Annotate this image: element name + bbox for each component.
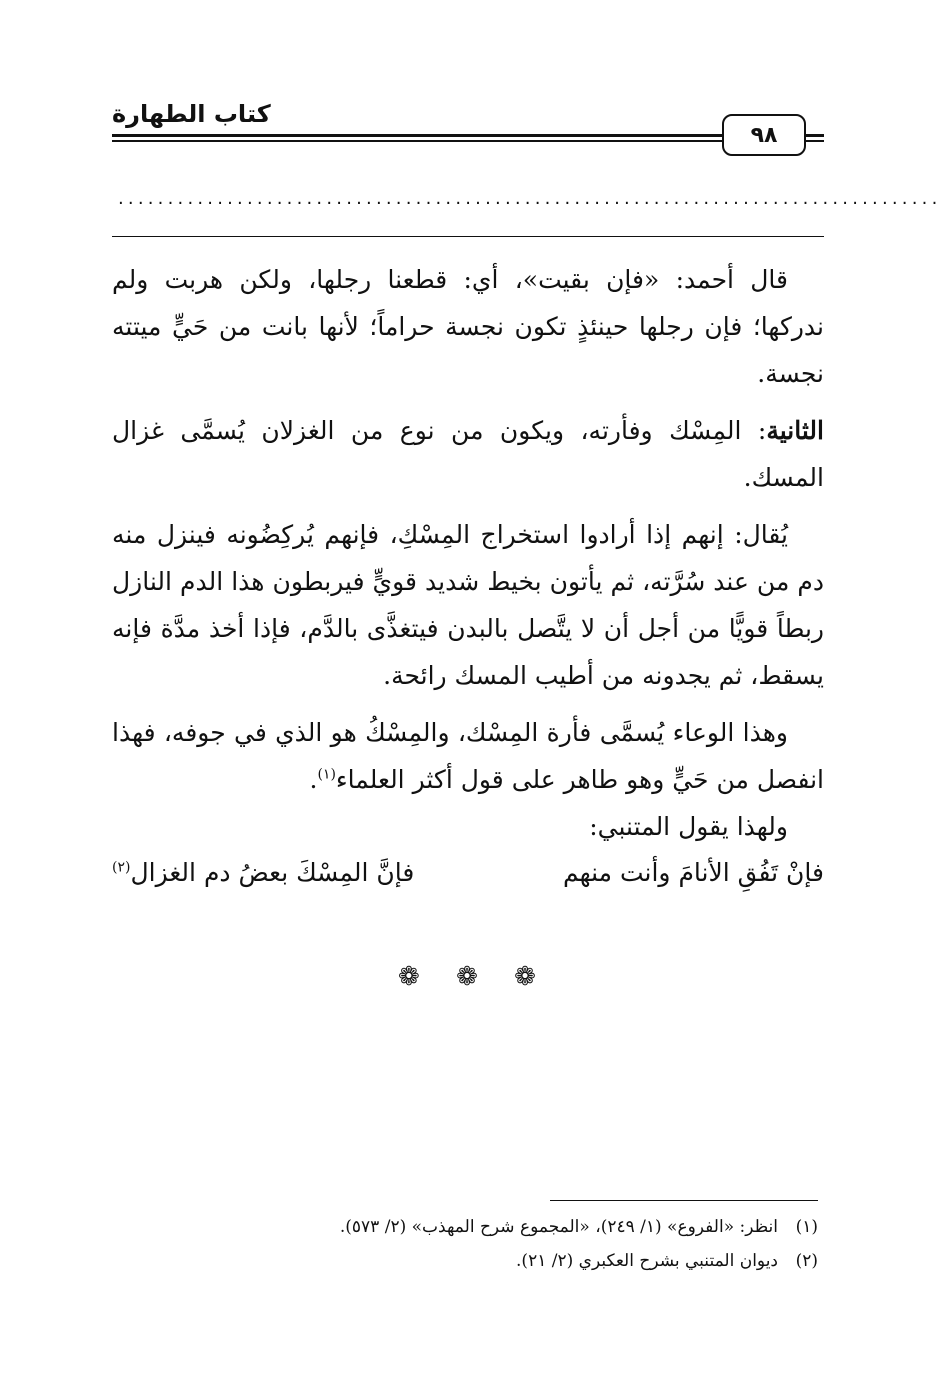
- paragraph-vessel-text: وهذا الوعاء يُسمَّى فأرة المِسْك، والمِسْكُ هو الذي في جوفه، فهذا انفصل من حَيٍّ وهو طاهر على قول أكثر العلماء: [112, 718, 824, 794]
- text-top-rule: [112, 236, 824, 237]
- footnote-ref-1: (١): [317, 766, 336, 783]
- paragraph-mutanabbi-intro: ولهذا يقول المتنبي:: [589, 812, 788, 841]
- verse-first-hemistich: فإنْ تَفُقِ الأنامَ وأنت منهم: [562, 858, 824, 887]
- paragraph-second: [112, 407, 824, 501]
- footnote-rule: [550, 1200, 818, 1201]
- verse-second-hemistich: [112, 858, 414, 887]
- footnote-2: [180, 1244, 818, 1278]
- footnote-1-text: انظر: «الفروع» (١/ ٢٤٩)، «المجموع شرح المهذب» (٢/ ٥٧٣).: [339, 1217, 778, 1237]
- main-text: [112, 256, 824, 850]
- footnote-ref-2: (٢): [112, 859, 131, 876]
- paragraph-vessel: [112, 709, 824, 803]
- verse-second-text: فإنَّ المِسْكَ بعضُ دم الغزال: [130, 858, 415, 887]
- footnote-1-number: (١): [795, 1217, 818, 1237]
- footnote-2-number: (٢): [795, 1251, 818, 1271]
- header-rule-thin: [112, 140, 824, 142]
- paragraph-extraction: يُقال: إنهم إذا أرادوا استخراج المِسْكِ، فإنهم يُركِضُونه فينزل منه دم من عند سُرَّته، ثم يأتون بخيط شديد قويٍّ فيربطون هذا الدم النازل ربطاً قويًّا من أجل أن لا يتَّصل بالبدن فيتغذَّى بالدَّم، فإذا أخذ مدَّة فإنه يسقط، ثم يجدونه من أطيب المسك رائحة.: [112, 520, 824, 690]
- poetry-verse: [112, 858, 824, 905]
- page-header: [112, 100, 824, 170]
- header-rule-thick: [112, 134, 824, 137]
- footnote-2-text: ديوان المتنبي بشرح العكبري (٢/ ٢١).: [516, 1251, 778, 1271]
- paragraph-second-text: : المِسْك وفأرته، ويكون من نوع من الغزلان يُسمَّى غزال المسك.: [112, 416, 824, 492]
- paragraph-ahmad: قال أحمد: «فإن بقيت»، أي: قطعنا رجلها، ولكن هربت ولم ندركها؛ فإن رجلها حينئذٍ تكون نجسة حراماً؛ لأنها بانت من حَيٍّ ميتته نجسة.: [112, 265, 825, 388]
- dotted-separator: ...................................................................................: [118, 188, 942, 209]
- paragraph-vessel-end: .: [309, 765, 318, 794]
- footnote-1: [180, 1210, 818, 1244]
- running-title: كتاب الطهارة: [112, 100, 271, 128]
- section-ornaments: ❁ ❁ ❁: [398, 962, 550, 992]
- footnotes: [180, 1210, 818, 1278]
- page-number: ٩٨: [722, 114, 806, 156]
- heading-second: الثانية: [766, 416, 824, 445]
